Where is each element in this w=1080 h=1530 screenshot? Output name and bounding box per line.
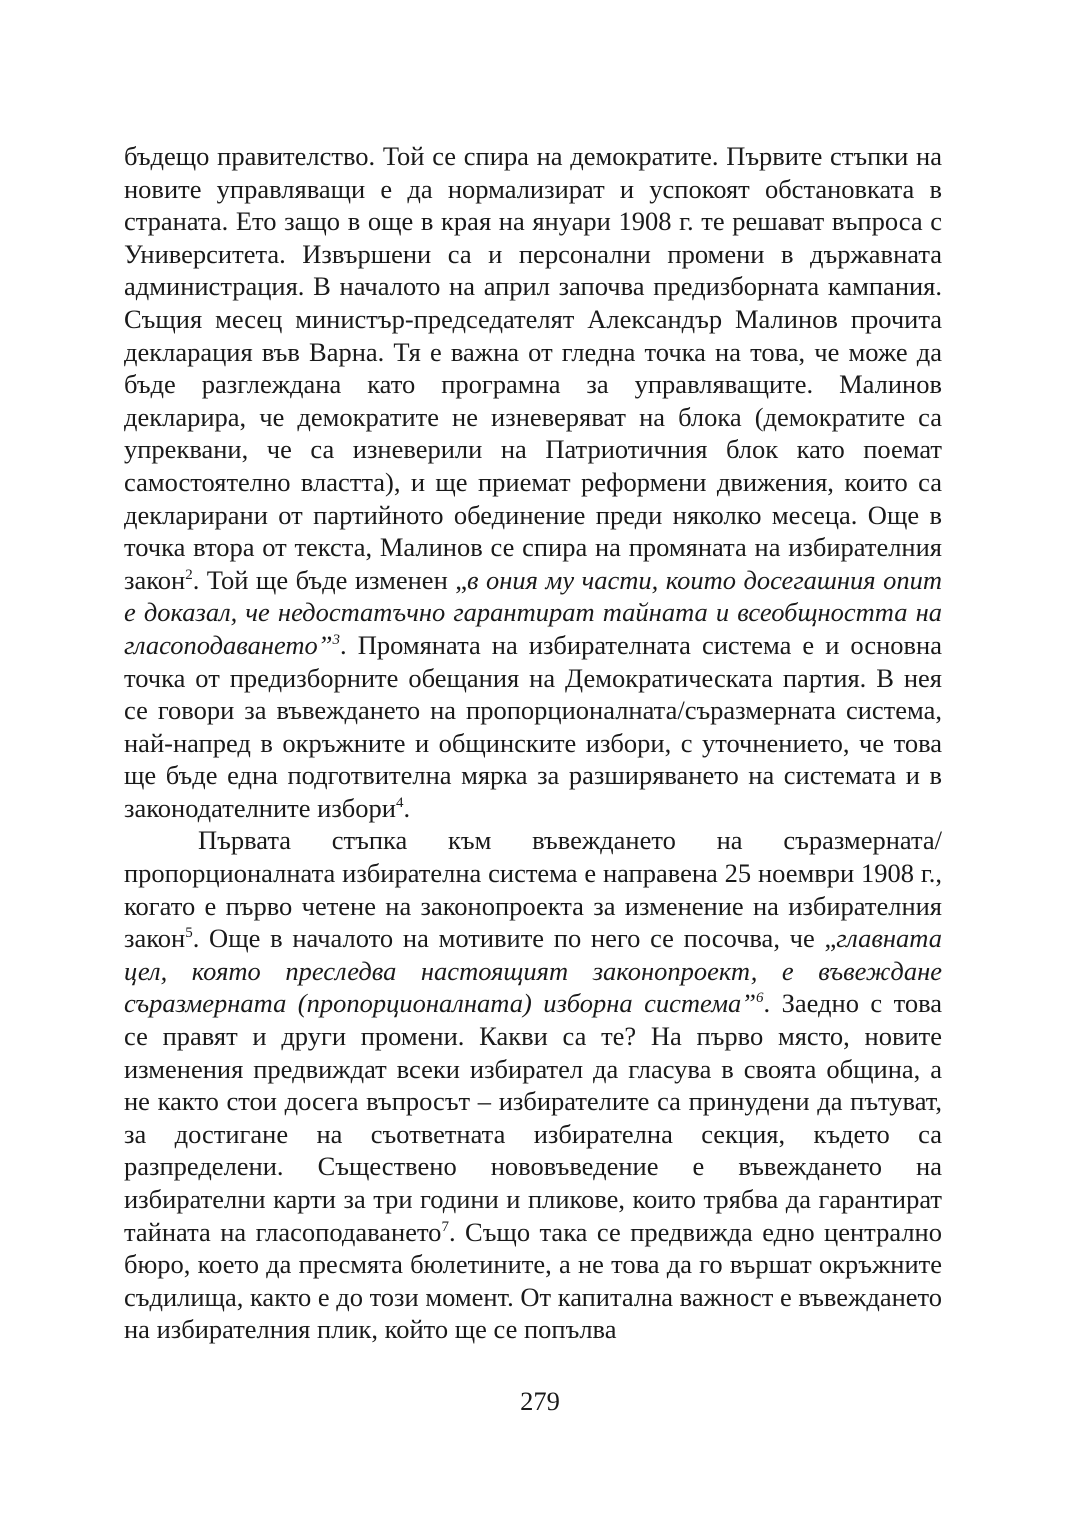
paragraph-1-text-4: .: [403, 792, 411, 823]
paragraph-2-text-2: . Още в началото на мотивите по него се посочва, че „: [192, 923, 837, 954]
paragraph-1-text-3: . Промяната на избирателната система е и основна точка от предизборните обещания на Демократическата партия. В нея се говори за въвеждането на пропорционалната/съразмерната система, най-напред в окръжните и общинските избори, с уточнението, че това ще бъде една подготвителна мярка за разширяването на системата и в законодателните избори: [124, 629, 942, 823]
page-body: [124, 140, 942, 1346]
footnote-ref-7: 7: [441, 1218, 449, 1235]
paragraph-1: [124, 140, 942, 824]
footnote-ref-5: 5: [185, 925, 193, 942]
footnote-ref-4: 4: [395, 794, 404, 811]
footnote-ref-2: 2: [185, 566, 193, 583]
footnote-ref-6: 6: [756, 990, 764, 1007]
paragraph-2-text-3: . Заедно с това се правят и други промени. Какви са те? На първо място, новите изменения предвиждат всеки избирател да гласува в своята община, а не както стои досега въпросът – избирателите са принудени да пътуват, за достигане на съответната избирателна секция, където са разпределени. Съществено нововъведение е въвеждането на избирателни карти за три години и пликове, които трябва да гарантират тайната на гласоподаването: [124, 988, 942, 1247]
paragraph-2-text-4: . Също така се предвижда едно централно бюро, което да пресмята бюлетините, а не това да го вършат окръжните съдилища, както е до този момент. От капитална важност е въвеждането на избирателния плик, който ще се попълва: [124, 1216, 943, 1345]
quote-electoral-law: в ония му части, които досегашния опит е доказал, че недостатъчно гарантират тайната и всеобщността на гласоподаването”: [124, 564, 942, 660]
paragraph-1-text-1: бъдещо правителство. Той се спира на демократите. Първите стъпки на новите управляващи е да нормализират и успокоят обстановката в страната. Ето защо в още в края на януари 1908 г. те решават въпроса с Университета. Извършени са и персонални промени в държавната администрация. В началото на април започва предизборната кампания. Същия месец министър-председателят Александър Малинов прочита декларация във Варна. Тя е важна от гледна точка на това, че може да бъде разглеждана като програмна за управляващите. Малинов декларира, че демократите не изневеряват на блока (демократите са упреквани, че са изневерили на Патриотичния блок като поемат самостоятелно властта), и ще приемат реформени движения, които са декларирани от партийното обединение преди няколко месеца. Още в точка втора от текста, Малинов се спира на промяната на избирателния закон: [124, 141, 942, 595]
page-number: 279: [520, 1386, 560, 1416]
paragraph-2-text-1: Първата стъпка към въвеждането на съразмерната/пропорционалната избирателна система е направена 25 ноември 1908 г., когато е първо четене на законопроекта за изменение на избирателния закон: [124, 825, 942, 954]
quote-main-goal: главната цел, която преследва настоящият законопроект, е въвеждане съразмерната (пропорционалната) изборна система”: [124, 923, 942, 1019]
paragraph-2: [124, 824, 942, 1346]
paragraph-1-text-2: . Той ще бъде изменен „: [192, 564, 467, 595]
footnote-ref-3: 3: [332, 631, 341, 648]
